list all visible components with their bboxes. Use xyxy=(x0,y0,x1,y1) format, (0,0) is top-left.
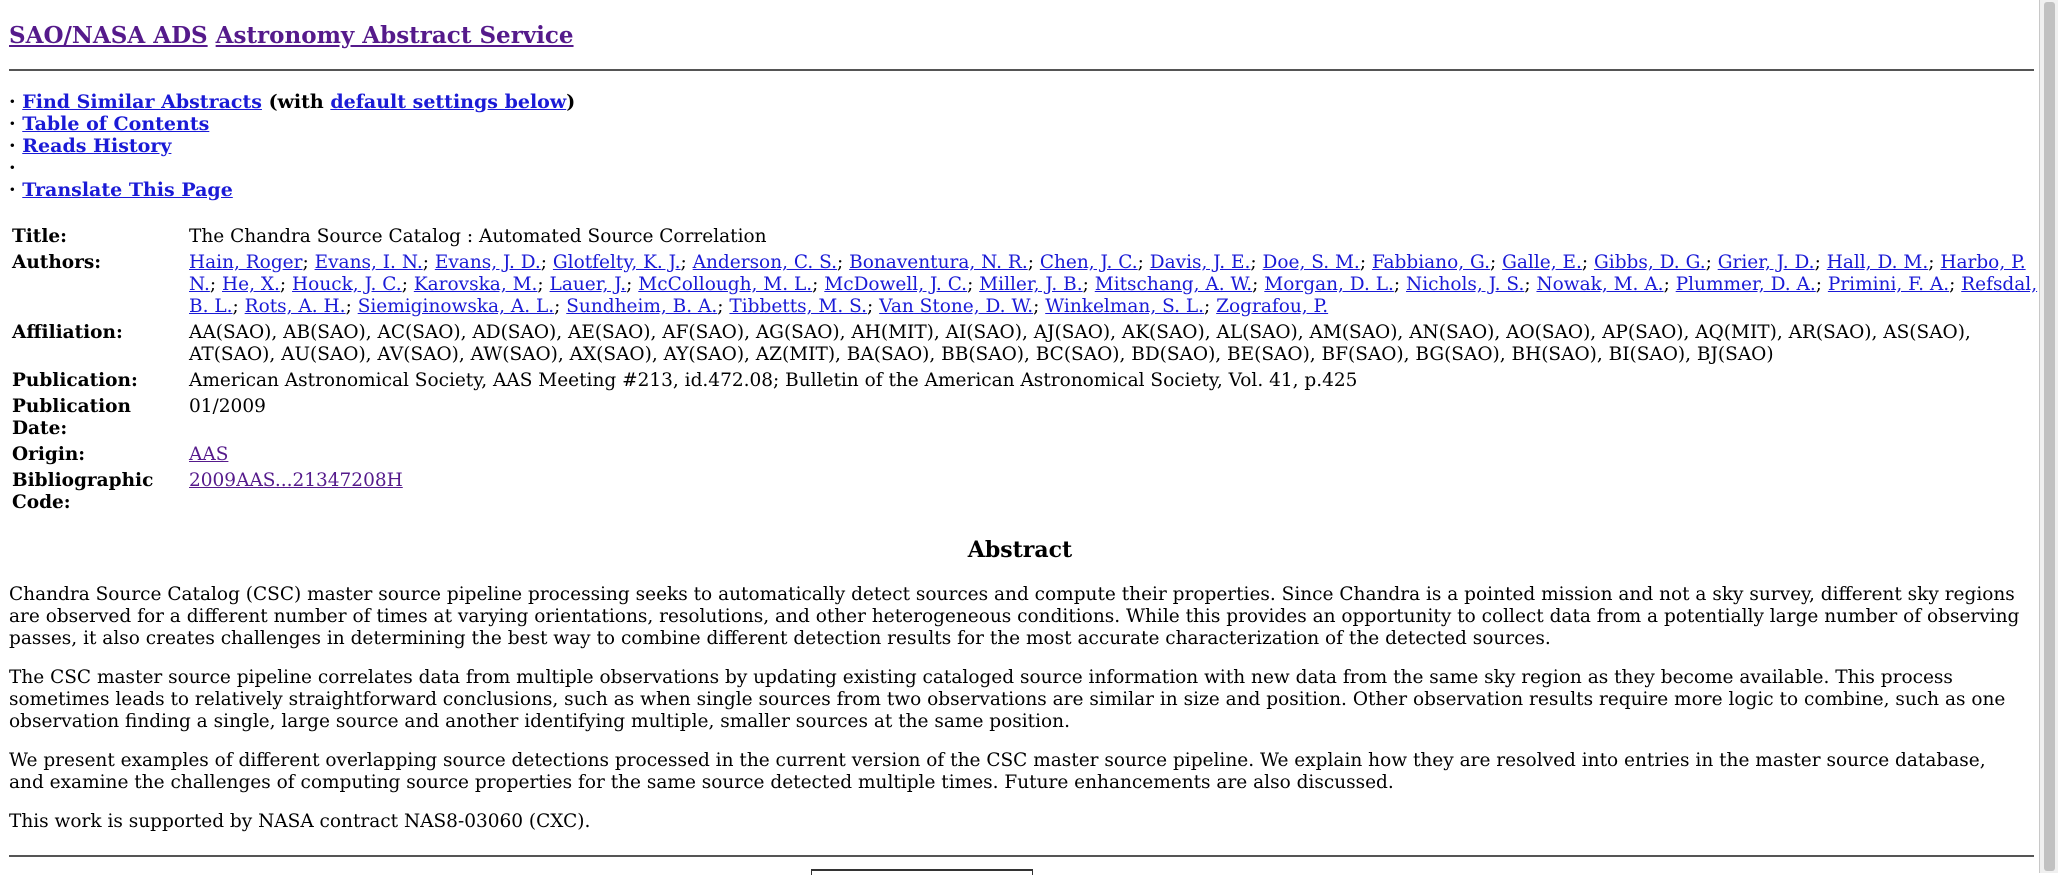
author-link[interactable]: Primini, F. A. xyxy=(1827,274,1950,295)
abstract-paragraph: We present examples of different overlapping source detections processed in the current version of the CSC master source pipeline. We explain how they are resolved into entries in the master source database, and examine the challenges of computing source properties for the same source detected multiple times. Future enhancements are also discussed. xyxy=(9,750,1986,793)
with-text: (with xyxy=(261,91,331,113)
publication-date-label: Publication Date: xyxy=(12,396,131,439)
author-link[interactable]: Lauer, J. xyxy=(549,274,627,295)
author-link[interactable]: Miller, J. B. xyxy=(979,274,1083,295)
author-link[interactable]: Siemiginowska, A. L. xyxy=(357,296,555,317)
affiliation-value: AA(SAO), AB(SAO), AC(SAO), AD(SAO), AE(SAO), AF(SAO), AG(SAO), AH(MIT), AI(SAO), AJ(SAO), AK(SAO), AL(SAO), AM(SAO), AN(SAO), AO(SAO), AP(SAO), AQ(MIT), AR(SAO), AS(SAO), AT(SAO), AU(SAO), AV(SAO), AW(SAO), AX(SAO), AY(SAO), AZ(MIT), BA(SAO), BB(SAO), BC(SAO), BD(SAO), BE(SAO), BF(SAO), BG(SAO), BH(SAO), BI(SAO), BJ(SAO) xyxy=(189,322,1971,365)
abstract-paragraph: The CSC master source pipeline correlates data from multiple observations by updating existing cataloged source information with new data from the same sky region as they become available. This process sometimes leads to relatively straightforward conclusions, such as when single sources from two observations are similar in size and position. Other observation results require more logic to combine, such as one observation finding a single, large source and another identifying multiple, smaller sources at the same position. xyxy=(9,667,2006,732)
author-link[interactable]: McCollough, M. L. xyxy=(638,274,813,295)
translate-page-link[interactable]: Translate This Page xyxy=(22,179,233,201)
publication-row xyxy=(9,370,2039,396)
abstract-heading: Abstract xyxy=(967,537,1073,563)
top-divider xyxy=(9,69,2034,71)
reads-history-row xyxy=(9,135,575,157)
author-link[interactable]: Hall, D. M. xyxy=(1826,252,1929,273)
author-link[interactable]: Nowak, M. A. xyxy=(1536,274,1664,295)
author-link[interactable]: Nichols, J. S. xyxy=(1406,274,1525,295)
author-link[interactable]: Rots, A. H. xyxy=(244,296,346,317)
page-header xyxy=(9,22,574,49)
publication-label: Publication: xyxy=(12,370,138,391)
bottom-form-box xyxy=(811,869,1033,875)
reads-history-link[interactable]: Reads History xyxy=(22,135,172,157)
author-link[interactable]: Hain, Roger xyxy=(189,252,303,273)
author-link[interactable]: Gibbs, D. G. xyxy=(1594,252,1706,273)
author-link[interactable]: Bonaventura, N. R. xyxy=(849,252,1028,273)
author-link[interactable]: Karovska, M. xyxy=(413,274,538,295)
title-value: The Chandra Source Catalog : Automated Source Correlation xyxy=(189,226,767,247)
author-link[interactable]: Sundheim, B. A. xyxy=(566,296,718,317)
authors-row xyxy=(9,252,2039,322)
bibcode-label: Bibliographic Code: xyxy=(12,470,154,513)
with-close-text: ) xyxy=(566,91,576,113)
origin-link[interactable]: AAS xyxy=(189,444,229,465)
action-links xyxy=(9,91,575,201)
abstract-paragraph: Chandra Source Catalog (CSC) master source pipeline processing seeks to automatically detect sources and compute their properties. Since Chandra is a pointed mission and not a sky survey, different sky regions are observed for a different number of times at varying orientations, resolutions, and other heterogeneous conditions. While this provides an opportunity to collect data from a potentially large number of observing passes, it also creates challenges in determining the best way to combine different detection results for the most accurate characterization of the detected sources. xyxy=(9,584,2020,649)
author-link[interactable]: Anderson, C. S. xyxy=(692,252,838,273)
table-of-contents-link[interactable]: Table of Contents xyxy=(22,113,210,135)
find-similar-row xyxy=(9,91,575,113)
origin-label: Origin: xyxy=(12,444,86,465)
ads-home-link[interactable]: SAO/NASA ADS xyxy=(9,22,208,49)
title-label: Title: xyxy=(12,226,67,247)
abstract-paragraph: This work is supported by NASA contract NAS8-03060 (CXC). xyxy=(9,811,591,832)
abstract-body xyxy=(9,584,2024,850)
author-link[interactable]: Van Stone, D. W. xyxy=(879,296,1034,317)
bibcode-row xyxy=(9,470,2039,518)
translate-row xyxy=(9,179,575,201)
bottom-divider xyxy=(9,855,2034,857)
affiliation-label: Affiliation: xyxy=(12,322,123,343)
bullet: · xyxy=(9,179,16,201)
author-link[interactable]: Zografou, P. xyxy=(1216,296,1329,317)
author-link[interactable]: Galle, E. xyxy=(1502,252,1582,273)
title-row xyxy=(9,226,2039,252)
default-settings-link[interactable]: default settings below xyxy=(330,91,567,113)
author-link[interactable]: Fabbiano, G. xyxy=(1371,252,1490,273)
bullet: · xyxy=(9,135,16,157)
vertical-scrollbar[interactable] xyxy=(2039,0,2058,873)
author-link[interactable]: Doe, S. M. xyxy=(1262,252,1360,273)
author-link[interactable]: Morgan, D. L. xyxy=(1264,274,1394,295)
author-link[interactable]: Davis, J. E. xyxy=(1149,252,1251,273)
find-similar-link[interactable]: Find Similar Abstracts xyxy=(22,91,262,113)
author-link[interactable]: McDowell, J. C. xyxy=(824,274,968,295)
author-link[interactable]: Houck, J. C. xyxy=(292,274,402,295)
abstract-service-link[interactable]: Astronomy Abstract Service xyxy=(215,22,574,49)
publication-value: American Astronomical Society, AAS Meeting #213, id.472.08; Bulletin of the American Astronomical Society, Vol. 41, p.425 xyxy=(189,370,1358,391)
author-link[interactable]: Glotfelty, K. J. xyxy=(552,252,681,273)
publication-date-row xyxy=(9,396,2039,444)
author-link[interactable]: Evans, J. D. xyxy=(434,252,541,273)
scrollbar-thumb[interactable] xyxy=(2044,2,2055,871)
metadata-table xyxy=(9,226,2039,518)
author-link[interactable]: Harbo, P. N. xyxy=(189,252,2026,295)
author-link[interactable]: Tibbetts, M. S. xyxy=(729,296,868,317)
author-link[interactable]: Plummer, D. A. xyxy=(1675,274,1816,295)
author-link[interactable]: Grier, J. D. xyxy=(1717,252,1815,273)
bullet: · xyxy=(9,157,16,179)
bullet: · xyxy=(9,113,16,135)
bullet: · xyxy=(9,91,16,113)
toc-row xyxy=(9,113,575,135)
publication-date-value: 01/2009 xyxy=(189,396,266,417)
author-link[interactable]: Mitschang, A. W. xyxy=(1094,274,1253,295)
authors-list: Hain, Roger; Evans, I. N.; Evans, J. D.; Glotfelty, K. J.; Anderson, C. S.; Bonaventura, N. R.; Chen, J. C.; Davis, J. E.; Doe, S. M.; Fabbiano, G.; Galle, E.; Gibbs, D. G.; Grier, J. D.; Hall, D. M.; Harbo, P. N.; He, X.; Houck, J. C.; Karovska, M.; Lauer, J.; McCollough, M. L.; McDowell, J. C.; Miller, J. B.; Mitschang, A. W.; Morgan, D. L.; Nichols, J. S.; Nowak, M. A.; Plummer, D. A.; Primini, F. A.; Refsdal, B. L.; Rots, A. H.; Siemiginowska, A. L.; Sundheim, B. A.; Tibbetts, M. S.; Van Stone, D. W.; Winkelman, S. L.; Zografou, P. xyxy=(189,252,2038,317)
bibcode-link[interactable]: 2009AAS...21347208H xyxy=(189,470,403,491)
author-link[interactable]: Refsdal, B. L. xyxy=(189,274,2038,317)
origin-row xyxy=(9,444,2039,470)
author-link[interactable]: Chen, J. C. xyxy=(1039,252,1138,273)
author-link[interactable]: Winkelman, S. L. xyxy=(1045,296,1205,317)
author-link[interactable]: He, X. xyxy=(222,274,280,295)
authors-label: Authors: xyxy=(12,252,102,273)
empty-bullet-row xyxy=(9,157,575,179)
author-link[interactable]: Evans, I. N. xyxy=(314,252,423,273)
affiliation-row xyxy=(9,322,2039,370)
